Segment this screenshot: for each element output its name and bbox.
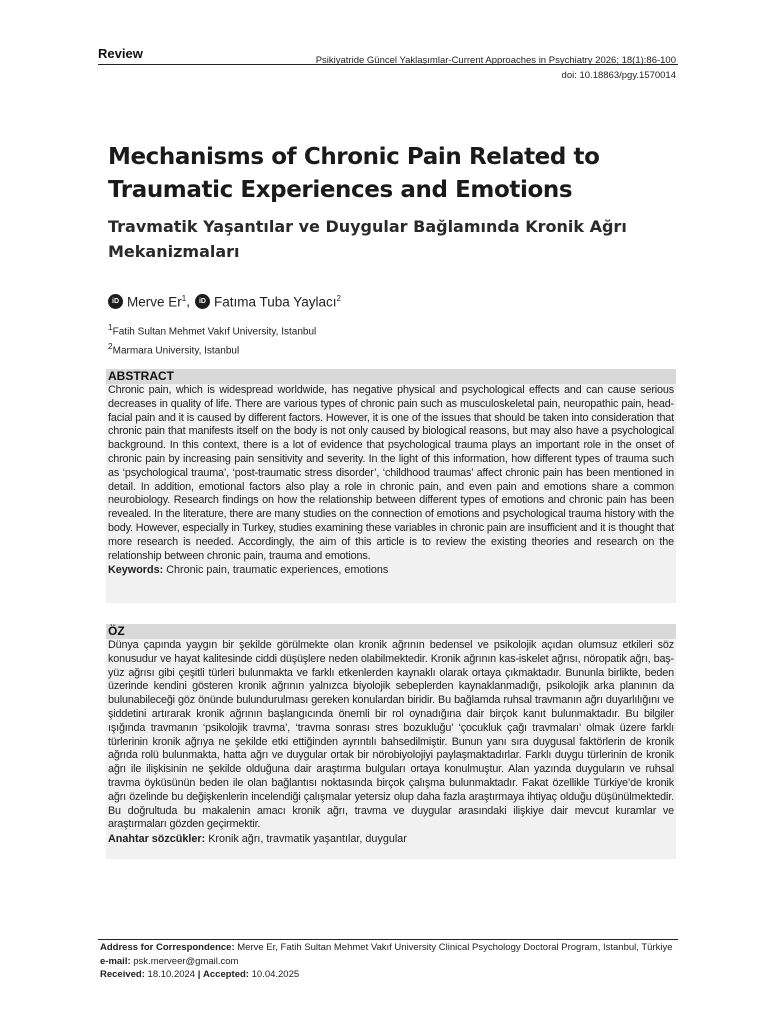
abstract-text: Chronic pain, which is widespread worldwide, has negative physical and psychological effects and can cause serious decreases in quality of life. There are various types of chronic pain such as musculoskeletal pain, neuropathic pain, head-facial pain and it is caused by different factors. However, it is one of the issues that should be taken into consideration that chronic pain that manifests itself on the body is not only caused by biological reasons, but may also have a psychological background. In this context, there is a lot of evidence that psychological trauma plays an important role in the onset of chronic pain by increasing pain sensitivity and severity. In the light of this information, how different types of trauma such as ‘psychological trauma’, ‘post-traumatic stress disorder’, ‘childhood traumas’ affect chronic pain has been mentioned in detail. In addition, emotional factors also play a role in chronic pain, and even pain and emotions share a common neurobiology. Research findings on how the relationship between different types of emotions and chronic pain has been revealed. In the literature, there are many studies on the connection of emotions and psychological trauma history with the body. However, especially in Turkey, studies examining these variables in chronic pain are insufficient and it is thought that more research is needed. Accordingly, the aim of this article is to review the existing theories and research on the relationship between chronic pain, trauma and emotions. [108,384,674,562]
abstract-section [106,369,676,603]
received-label: Received: [100,969,145,980]
anahtar-text: Kronik ağrı, travmatik yaşantılar, duygular [208,833,407,846]
article-title: Mechanisms of Chronic Pain Related to Traumatic Experiences and Emotions [108,144,600,203]
anahtar-line [106,832,676,848]
oz-section [106,624,676,859]
affiliation-item: $^2$Marmara University, Istanbul [108,341,240,357]
keywords-line [106,563,676,579]
correspondence-footer [100,941,673,982]
accepted-date: 10.04.2025 [251,969,300,980]
doi-link[interactable]: doi: 10.18863/pgy.1570014 [561,70,676,81]
orcid-icon[interactable]: iD [195,294,210,309]
journal-info [316,53,676,83]
address-label: Address for Correspondence: [100,942,235,953]
keywords-label: Keywords: [108,564,164,577]
dates-line [100,968,673,982]
footer-divider [98,939,678,940]
anahtar-label: Anahtar sözcükler: [108,833,206,846]
affiliation-item: $^1$Fatih Sultan Mehmet Vakıf University, Istanbul [108,322,317,338]
journal-citation: Psikiyatride Güncel Yaklaşımlar-Current Approaches in Psychiatry 2026; 18(1):86-100 [315,55,676,66]
keywords-text: Chronic pain, traumatic experiences, emotions [166,564,389,577]
oz-text: Dünya çapında yaygın bir şekilde görülmekte olan kronik ağrının bedensel ve psikolojik açıdan olumsuz etkileri söz konusudur ve hayat kalitesinde ciddi düşüşlere neden olabilmektedir. Kronik ağrının kas-iskelet ağrısı, nöropatik ağrı, baş-yüz ağrısı gibi çeşitli türleri bulunmakta ve farklı etkenlerden kaynaklı olarak ortaya çıkmaktadır. Bununla birlikte, beden üzerinde kendini gösteren kronik ağrının yalnızca biyolojik sebeplerden kaynaklanmadığı, psikolojik arka planının da bulunabileceği göz önünde bulundurulması gereken konulardan biridir. Bu bağlamda ruhsal travmanın ağrı duyarlılığını ve şiddetini artırarak kronik ağrının başlangıcında önemli bir rol oynadığına dair birçok kanıt bulunmaktadır. Bu bilgiler ışığında travmanın ‘psikolojik travma’, ‘travma sonrası stres bozukluğu’ ‘çocukluk çağı travmaları’ olmak üzere farklı türlerinin kronik ağrıya ne şekilde etki ettiğinden ayrıntılı bahsedilmiştir. Bunun yanı sıra duygusal faktörlerin de kronik ağrıda rolü bulunmakta, hatta ağrı ve duygular ortak bir nörobiyolojiyi paylaşmaktadırlar. Farklı duygu türlerinin de kronik ağrı ile ilişkisinin ne şekilde olduğuna dair araştırma bulguları ortaya konulmuştur. Alan yazında duyguların ve ruhsal travma öyküsünün beden ile olan bağlantısı noktasında birçok çalışma bulunmaktadır. Fakat özellikle Türkiye’de kronik ağrı özelinde bu değişkenlerin incelendiği çalışmalar yetersiz olup daha fazla araştırmaya ihtiyaç olduğu düşünülmektedir. Bu doğrultuda bu makalenin amacı kronik ağrı, travma ve duygular arasındaki ilişkiye dair mevcut kuramlar ve araştırmaları gözden geçirmektir. [108,639,674,831]
email-line [100,955,673,969]
address-text: Merve Er, Fatih Sultan Mehmet Vakıf University Clinical Psychology Doctoral Program, Istanbul, Türkiye [237,942,673,953]
received-date: 18.10.2024 [147,969,196,980]
article-type-label: Review [98,46,143,61]
author-separator: , [186,294,190,310]
article-subtitle: Travmatik Yaşantılar ve Duygular Bağlamında Kronik Ağrı Mekanizmaları [108,217,627,261]
dates-divider: | [197,969,201,980]
oz-heading: ÖZ [106,624,676,639]
accepted-label: Accepted: [203,969,249,980]
email-label: e-mail: [100,955,131,967]
abstract-heading: ABSTRACT [106,369,676,384]
author-list [108,294,341,310]
affiliations [108,320,316,359]
email-link[interactable]: psk.merveer@gmail.com [133,955,239,967]
author-name: Merve Er$^1$ [127,294,187,310]
address-line [100,941,673,955]
orcid-icon[interactable]: iD [108,294,123,309]
author-name: Fatıma Tuba Yaylacı$^2$ [213,294,341,310]
